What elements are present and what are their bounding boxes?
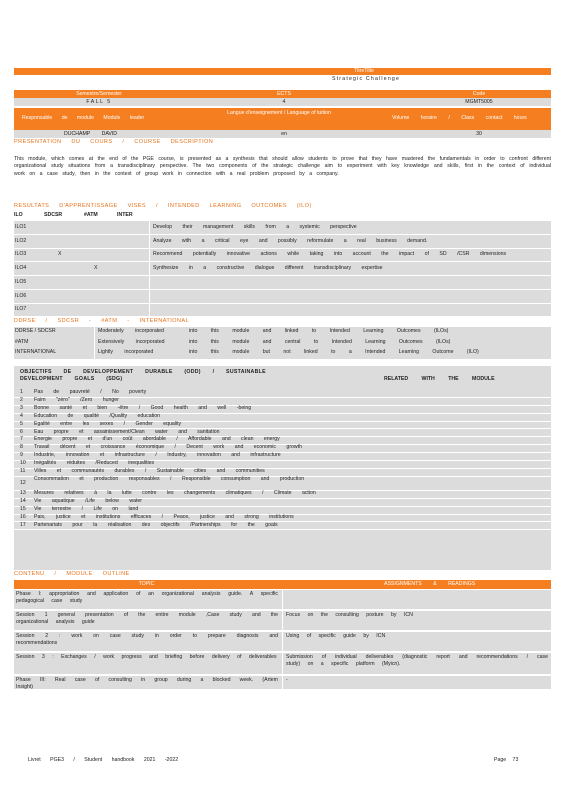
legend-key: INTERNATIONAL: [15, 349, 57, 355]
ilo-text: Develop their management skills from a systemic perspective: [153, 224, 357, 230]
responsable-label-bar: [14, 108, 551, 130]
sdg-goal-number: 1: [20, 389, 23, 395]
sdg-goal-number: 5: [20, 420, 23, 427]
title-label-bar: [14, 68, 551, 75]
sdg-goal-label: Villes et communautés durables / Sustainable cities and communities: [34, 468, 265, 474]
responsable-label: Responsable de module Module leader: [22, 115, 145, 121]
legend-level: Lightly incorporated: [98, 349, 154, 355]
code-value: MGMT5005: [465, 99, 493, 105]
sdg-table: [14, 366, 551, 570]
legend-text: into this module and linked to Intended Learning Outcomes (ILOs): [189, 328, 449, 334]
outline-topic: Session 2 : work on case study in order to prepare diagnosis and recommendations: [16, 633, 278, 646]
sdg-goal-row: [14, 522, 551, 531]
legend-level: Extensively incorporated: [98, 338, 165, 345]
outline-row: [14, 632, 551, 652]
ilo-row: [14, 248, 551, 262]
sdg-goal-label: Education de qualité /Quality education: [34, 412, 160, 419]
volume-label: Volume horaire / Class contact hours: [392, 115, 527, 121]
ilo-id: ILO3: [15, 251, 27, 258]
sdg-related-label: RELATED WITH THE MODULE: [384, 376, 495, 382]
ilo-row: [14, 262, 551, 276]
sdg-goal-number: 14: [20, 497, 26, 504]
sdg-goal-label: Faim "zéro" /Zero hunger: [34, 396, 119, 403]
sdg-goal-number: 11: [20, 468, 26, 474]
ilo-id: ILO1: [15, 224, 27, 230]
col-inter: INTER: [117, 212, 133, 218]
sdg-goal-label: Industrie, innovation et infrastructure / Industry, innovation and infrastructure: [34, 452, 281, 459]
volume-value: 30: [476, 131, 482, 137]
outline-divider: [282, 632, 283, 651]
ects-label: ECTS: [277, 91, 291, 97]
ilo-text: Recommend potentially innovative actions while taking into account the impact of SD /CSR dimensions: [153, 251, 507, 258]
sdg-goal-label: Consommation et production responsables / Responsible consumption and production: [34, 475, 305, 482]
legend-text: into this module but not linked to a Intended Learning Outcome (ILO): [189, 349, 479, 355]
semester-value: FALL 5: [86, 99, 112, 105]
title-value: Strategic Challenge: [332, 76, 401, 82]
outline-topic: Session 1 general presentation of the entire module ,Case study and the organizational analysis guide: [16, 612, 278, 625]
sdg-goal-number: 12: [20, 479, 26, 486]
presentation-text: This module, which comes at the end of the PGE course, is presented as a synthesis that should allow students to prove that they have mastered the fundamentals in order to confront different organizational study situations from a transdisciplinary perspective. The two components of the strategic challenge aim to experiment with key knowledge and skills, first in the context of individual work on a case study, then in the context of group work in connection with a real problem proposed by a company.: [14, 156, 551, 177]
legend-level: Moderately incorporated: [98, 328, 164, 334]
sdg-goal-number: 8: [20, 444, 23, 451]
outline-assignment: -: [286, 677, 288, 683]
title-value-row: [14, 75, 551, 83]
sdg-goal-label: Travail décent et croissance économique / Decent work and economic growth: [34, 444, 303, 451]
outline-divider: [282, 611, 283, 630]
sdg-goal-label: Partenariats pour la réalisation des objectifs /Partnerships for the goals: [34, 521, 278, 528]
col-atm: #ATM: [84, 212, 98, 218]
sdg-goal-number: 10: [20, 460, 26, 467]
sdg-goal-label: Pas de pauvreté / No poverty: [34, 389, 147, 395]
col-ilo: ILO: [14, 212, 23, 218]
ilo-id: ILO4: [15, 265, 27, 272]
legend-key: #ATM: [15, 338, 29, 345]
outline-topic: Phase III: Real case of consulting in group during a blocked week. (Artem Insight): [16, 677, 278, 690]
semester-label-bar: [14, 90, 551, 98]
sdg-goal-number: 16: [20, 513, 26, 520]
ilo-text: Analyze with a critical eye and possibly reformulate a real business demand.: [153, 237, 428, 244]
langue-value: en: [281, 131, 287, 137]
outline-divider: [282, 676, 283, 689]
ilo-row: [14, 290, 551, 304]
outline-row: [14, 611, 551, 631]
legend-text: into this module and central to Intended Learning Outcomes (ILOs): [189, 338, 451, 345]
sdg-goal-label: Energie propre et d'un coût abordable / Affordable and clean energy: [34, 436, 280, 443]
leader-value: DUCHAMP DAVID: [64, 131, 118, 137]
outcomes-header-row: [14, 212, 551, 220]
outline-assignment: Focus on the consulting posture by ICN: [286, 612, 413, 618]
outcomes-table: [14, 221, 551, 317]
ilo-row: [14, 276, 551, 290]
sdg-goal-label: Egalité entre les sexes / Gender equality: [34, 420, 182, 427]
footer-page: Page 73: [494, 757, 519, 763]
code-label: Code: [472, 91, 486, 97]
sdg-goal-label: Eau propre et assainissement/Clean water and sanitation: [34, 428, 220, 435]
semester-label: Semestre/Semester: [76, 91, 122, 97]
sdg-goal-number: 7: [20, 436, 23, 443]
col-assignments: ASSIGNMENTS & READINGS: [384, 581, 476, 587]
col-topic: TOPIC: [138, 581, 155, 587]
sdg-goal-number: 6: [20, 428, 23, 435]
ilo-id: ILO2: [15, 237, 27, 244]
sdg-goal-number: 13: [20, 489, 26, 496]
outline-topic: Phase I: appropriation and application of an organizational analysis guide. A specific pedagogical case study: [16, 591, 278, 604]
outline-header-row: [14, 580, 551, 589]
outline-row: [14, 590, 551, 610]
legend-key: DDRSE / SDCSR: [15, 328, 56, 334]
ilo-id: ILO6: [15, 292, 27, 299]
sdg-goal-label: Vie terrestre / Life on land: [34, 505, 139, 512]
sdg-goal-number: 17: [20, 521, 26, 528]
ilo-sdcsr: X: [58, 251, 62, 258]
legend-table: [14, 327, 551, 359]
ects-value: 4: [282, 99, 286, 105]
outline-divider: [282, 653, 283, 674]
langue-label: Langue d'enseignement / Language of tuition: [227, 110, 331, 116]
outline-row: [14, 653, 551, 675]
legend-divider: [94, 327, 95, 359]
sdg-goal-label: Bonne santé et bien -être / Good health and well -being: [34, 404, 252, 411]
outline-assignment: Submission of individual deliverables (diagnostic report and recommendations / case study) on a specific platform (Myicn).: [286, 654, 548, 667]
sdg-goal-number: 15: [20, 505, 26, 512]
ilo-text: Synthesize in a constructive dialogue different transdisciplinary expertise: [153, 265, 383, 272]
ilo-atm: X: [94, 265, 98, 272]
outline-row: [14, 676, 551, 690]
ilo-row: [14, 221, 551, 235]
ilo-row: [14, 303, 551, 317]
ilo-row: [14, 235, 551, 249]
legend-heading: DDRSE / SDCSR - #ATM - INTERNATIONAL: [14, 318, 190, 324]
ilo-id: ILO7: [15, 306, 27, 313]
outline-heading: CONTENU / MODULE OUTLINE: [14, 571, 130, 577]
footer-left: Livret PGE3 / Student handbook 2021 -2022: [28, 757, 179, 763]
outline-assignment: Using of specific guide by ICN: [286, 633, 386, 639]
sdg-heading: OBJECTIFS DE DEVELOPPEMENT DURABLE (ODD) / SUSTAINABLE DEVELOPMENT GOALS (SDG): [20, 369, 266, 382]
leader-value-row: [14, 130, 551, 138]
sdg-goal-number: 3: [20, 404, 23, 411]
sdg-goal-row: [14, 476, 551, 491]
ilo-id: ILO5: [15, 278, 27, 285]
sdg-goal-number: 4: [20, 412, 23, 419]
col-sdcsr: SDCSR: [44, 212, 63, 218]
sdg-goal-label: Inégalités réduites /Reduced inequalities: [34, 460, 155, 467]
sdg-goal-label: Paix, justice et institutions efficaces / Peace, justice and strong institutions: [34, 513, 294, 520]
outline-divider: [282, 590, 283, 609]
semester-value-row: [14, 98, 551, 106]
outcomes-heading: RESULTATS D'APPRENTISSAGE VISES / INTENDED LEARNING OUTCOMES (ILO): [14, 203, 312, 209]
sdg-goal-label: Mesures relatives à la lutte contre les changements climatiques / Climate action: [34, 489, 316, 496]
presentation-heading: PRESENTATION DU COURS / COURSE DESCRIPTION: [14, 139, 214, 145]
outline-topic: Session 3 : Exchanges / work progress and briefing before delivery of deliverables: [16, 654, 277, 660]
title-label: TitreTitle: [354, 68, 374, 74]
sdg-goal-number: 9: [20, 452, 23, 459]
sdg-goal-label: Vie aquatique /Life below water: [34, 497, 143, 504]
sdg-goal-number: 2: [20, 396, 23, 403]
